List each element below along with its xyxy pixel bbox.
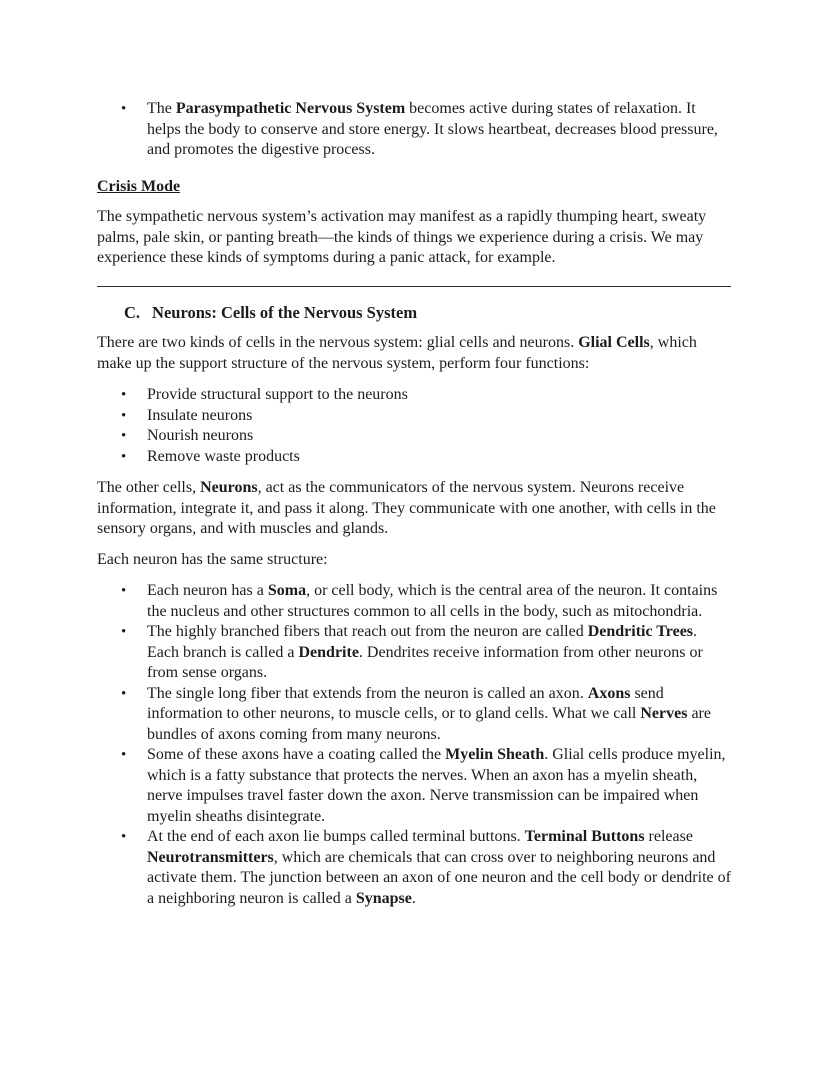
list-item: • Provide structural support to the neurons [147, 385, 731, 406]
list-item: • The highly branched fibers that reach out from the neuron are called Dendritic Trees. Each branch is called a Dendrite. Dendrites receive information from other neurons or from sense organs. [147, 622, 731, 684]
glial-functions-list [97, 385, 731, 467]
neuron-structure-list [97, 581, 731, 909]
list-item: • Nourish neurons [147, 426, 731, 447]
list-item: • At the end of each axon lie bumps called terminal buttons. Terminal Buttons release Neurotransmitters, which are chemicals that can cross over to neighboring neurons and activate them. The junction between an axon of one neuron and the cell body or dendrite of a neighboring neuron is called a Synapse. [147, 827, 731, 909]
section-c-marker: C. [124, 302, 141, 322]
page-content [97, 88, 731, 920]
glial-cells-paragraph: There are two kinds of cells in the nervous system: glial cells and neurons. Glial Cells, which make up the support structure of the nervous system, perform four functions: [97, 334, 697, 372]
crisis-mode-paragraph: The sympathetic nervous system’s activation may manifest as a rapidly thumping heart, sweaty palms, pale skin, or panting breath—the kinds of things we experience during a crisis. We may experience these kinds of symptoms during a panic attack, for example. [97, 208, 707, 266]
neuron-structure-intro: Each neuron has the same structure: [97, 550, 328, 568]
parasympathetic-bullet-list [97, 99, 731, 161]
list-item: • The single long fiber that extends from the neuron is called an axon. Axons send information to other neurons, to muscle cells, or to gland cells. What we call Nerves are bundles of axons coming from many neurons. [147, 684, 731, 746]
neurons-paragraph: The other cells, Neurons, act as the communicators of the nervous system. Neurons receive information, integrate it, and pass it along. They communicate with one another, with cells in the sensory organs, and with muscles and glands. [97, 479, 716, 537]
crisis-mode-heading: Crisis Mode [97, 177, 181, 195]
section-divider [97, 286, 731, 287]
list-item: • Remove waste products [147, 447, 731, 468]
list-item: • Insulate neurons [147, 406, 731, 427]
list-item: • Some of these axons have a coating called the Myelin Sheath. Glial cells produce myelin, which is a fatty substance that protects the nerves. When an axon has a myelin sheath, nerve impulses travel faster down the axon. Nerve transmission can be impaired when myelin sheaths disintegrate. [147, 745, 731, 827]
section-c-title: Neurons: Cells of the Nervous System [152, 302, 418, 322]
section-c-heading [97, 303, 731, 324]
list-item: • Each neuron has a Soma, or cell body, which is the central area of the neuron. It contains the nucleus and other structures common to all cells in the body, such as mitochondria. [147, 581, 731, 622]
list-item: • The Parasympathetic Nervous System becomes active during states of relaxation. It helps the body to conserve and store energy. It slows heartbeat, decreases blood pressure, and promotes the digestive process. [147, 99, 731, 161]
